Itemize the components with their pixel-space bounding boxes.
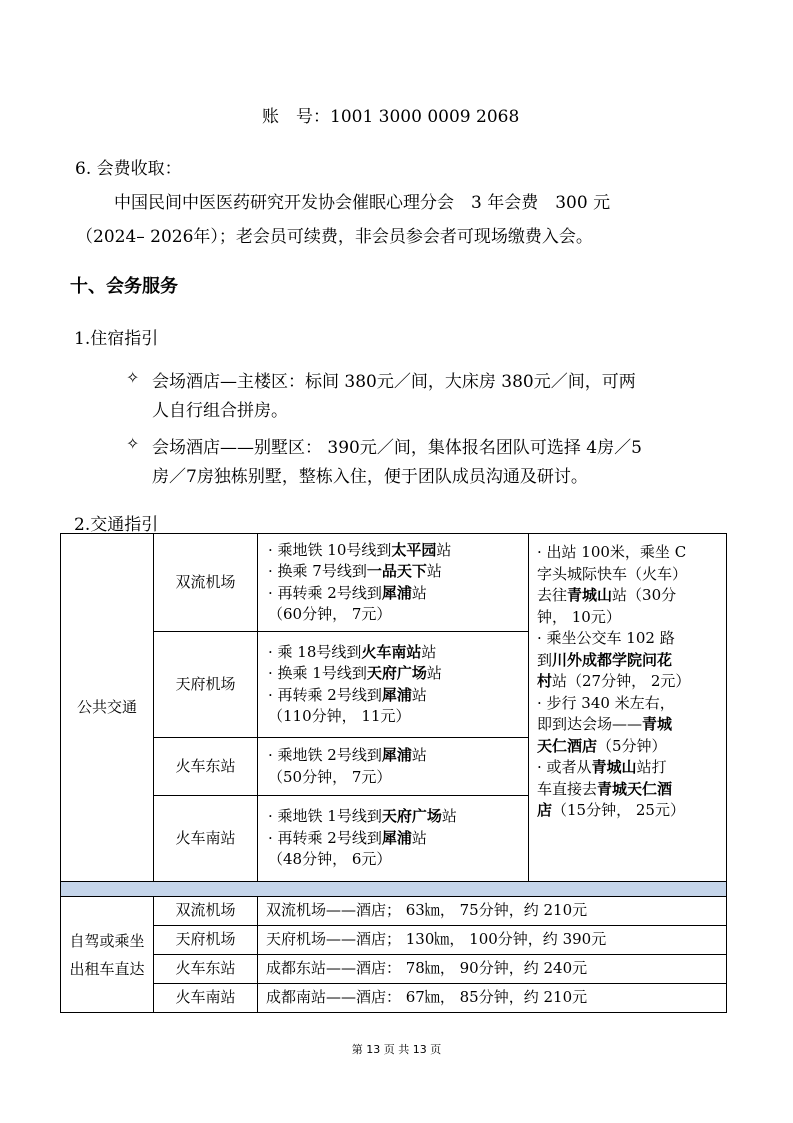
lodging-item-1-line-1: 会场酒店—主楼区：标间 380元／间，大床房 380元／间，可两 — [152, 372, 636, 392]
table-row — [61, 955, 727, 984]
onward-route-line — [537, 585, 720, 607]
table-row — [61, 926, 727, 955]
station-name: 犀浦 — [381, 746, 412, 764]
station-name: 村 — [537, 672, 553, 690]
table-row — [61, 897, 727, 926]
route-text: · 乘 18号线到 — [268, 642, 362, 661]
route-line — [268, 849, 528, 871]
route-text: · 乘坐公交车 102 路 — [537, 629, 675, 647]
transport-heading: 2.交通指引 — [74, 515, 159, 535]
separator-cell — [61, 882, 727, 897]
station-name: 青城山 — [591, 758, 637, 776]
route-line — [268, 604, 528, 626]
route-line — [268, 828, 528, 850]
drive-label: 自驾或乘坐出租车直达 — [61, 897, 154, 1013]
station-name: 青城山 — [567, 586, 613, 604]
station-name: 天府广场 — [381, 807, 442, 826]
account-line — [262, 102, 519, 127]
route-text: · 步行 340 米左右， — [537, 693, 675, 712]
route-text: 站 — [426, 562, 442, 580]
station-name: 太平园 — [391, 540, 437, 559]
fee-line-1: 中国民间中医医药研究开发协会催眠心理分会 3 年会费 300 元 — [114, 193, 611, 213]
station-name: 犀浦 — [381, 828, 412, 847]
diamond-bullet-icon: ✧ — [126, 368, 140, 387]
origin-cell: 天府机场 — [154, 632, 258, 738]
onward-route-line — [537, 628, 720, 650]
route-line — [268, 642, 528, 664]
drive-cell: 双流机场——酒店； 63㎞， 75分钟，约 210元 — [258, 897, 727, 926]
route-text: · 再转乘 2号线到 — [268, 685, 382, 704]
page-footer: 第 13 页 共 13 页 — [351, 1043, 442, 1056]
route-line — [268, 806, 528, 828]
onward-route-line — [537, 800, 720, 822]
route-text: · 再转乘 2号线到 — [268, 583, 382, 602]
route-text: · 换乘 7号线到 — [268, 562, 367, 580]
onward-route-line — [537, 650, 720, 672]
lodging-item-2-line-2: 房／7房独栋别墅，整栋入住，便于团队成员沟通及研讨。 — [152, 467, 588, 487]
onward-route-line — [537, 714, 720, 736]
route-text: 车直接去 — [537, 779, 598, 798]
route-line — [268, 583, 528, 605]
route-text: · 乘地铁 1号线到 — [268, 807, 382, 826]
origin-cell: 火车东站 — [154, 738, 258, 796]
table-row — [61, 984, 727, 1013]
route-text: （48分钟， 6元） — [268, 850, 392, 869]
route-text: 即到达会场—— — [537, 715, 643, 733]
route-line — [268, 663, 528, 685]
onward-route-line — [537, 779, 720, 801]
separator-row — [61, 882, 727, 897]
onward-route-line — [537, 607, 720, 629]
route-text: 站（30分 — [612, 586, 677, 604]
route-text: 站 — [411, 828, 427, 847]
route-text: 站（27分钟， 2元） — [552, 672, 691, 690]
lodging-heading: 1.住宿指引 — [74, 329, 159, 349]
route-line — [268, 745, 528, 767]
onward-route-line — [537, 757, 720, 779]
origin-cell: 双流机场 — [154, 534, 258, 632]
onward-route-line — [537, 671, 720, 693]
route-text: 钟， 10元） — [537, 607, 621, 626]
origin-cell: 火车南站 — [154, 796, 258, 882]
fee-heading: 6. 会费收取： — [75, 159, 182, 179]
route-text: （15分钟， 25元） — [552, 801, 685, 819]
route-text: · 乘地铁 2号线到 — [268, 746, 382, 764]
station-name: 犀浦 — [381, 685, 412, 704]
account-number: 1001 3000 0009 2068 — [330, 107, 520, 127]
route-text: 站 — [436, 540, 452, 559]
route-line — [268, 561, 528, 583]
origin-cell: 双流机场 — [154, 897, 258, 926]
origin-cell: 天府机场 — [154, 926, 258, 955]
route-cell — [258, 534, 529, 632]
route-text: · 再转乘 2号线到 — [268, 828, 382, 847]
route-cell — [258, 632, 529, 738]
station-name: 火车南站 — [361, 642, 422, 661]
onward-route-line — [537, 542, 720, 564]
onward-route-cell — [529, 534, 727, 882]
origin-cell: 火车南站 — [154, 984, 258, 1013]
route-text: 站打 — [636, 758, 667, 776]
station-name: 犀浦 — [381, 583, 412, 602]
transport-table — [60, 533, 727, 1013]
route-line — [268, 685, 528, 707]
route-text: 到 — [537, 650, 553, 669]
lodging-item-2-line-1: 会场酒店——别墅区： 390元／间，集体报名团队可选择 4房／5 — [152, 438, 642, 458]
station-name: 天府广场 — [366, 664, 427, 682]
onward-route-line — [537, 736, 720, 758]
route-text: （110分钟， 11元） — [268, 707, 411, 725]
onward-route-line — [537, 564, 720, 586]
route-line — [268, 706, 528, 728]
route-text: （50分钟， 7元） — [268, 767, 392, 786]
route-text: 去往 — [537, 586, 568, 604]
onward-route-line — [537, 693, 720, 715]
route-cell — [258, 796, 529, 882]
route-text: 站 — [441, 807, 457, 826]
account-label: 账 号： — [262, 107, 330, 127]
drive-cell: 成都东站——酒店： 78㎞， 90分钟，约 240元 — [258, 955, 727, 984]
lodging-item-1-line-2: 人自行组合拼房。 — [152, 401, 288, 421]
route-text: · 换乘 1号线到 — [268, 664, 367, 682]
station-name: 青城天仁酒 — [597, 779, 673, 798]
origin-cell: 火车东站 — [154, 955, 258, 984]
fee-line-2: （2024– 2026年）；老会员可续费，非会员参会者可现场缴费入会。 — [76, 227, 593, 247]
route-text: · 或者从 — [537, 758, 592, 776]
station-name: 店 — [537, 801, 553, 819]
drive-cell: 天府机场——酒店； 130㎞， 100分钟，约 390元 — [258, 926, 727, 955]
route-cell — [258, 738, 529, 796]
station-name: 一品天下 — [366, 562, 427, 580]
route-text: （5分钟） — [597, 736, 667, 755]
route-text: · 出站 100米，乘坐 C — [537, 543, 687, 561]
table-row — [61, 534, 727, 632]
drive-cell: 成都南站——酒店： 67㎞， 85分钟，约 210元 — [258, 984, 727, 1013]
route-text: （60分钟， 7元） — [268, 605, 392, 623]
route-text: 站 — [411, 746, 427, 764]
route-text: 站 — [411, 583, 427, 602]
route-line — [268, 767, 528, 789]
route-text: 站 — [426, 664, 442, 682]
route-text: 站 — [411, 685, 427, 704]
diamond-bullet-icon: ✧ — [126, 434, 140, 453]
route-text: 站 — [421, 642, 437, 661]
route-text: 字头城际快车（火车） — [537, 564, 688, 583]
station-name: 青城 — [642, 715, 673, 733]
section-title: 十、会务服务 — [70, 276, 178, 297]
public-transport-label: 公共交通 — [61, 534, 154, 882]
route-text: · 乘地铁 10号线到 — [268, 540, 392, 559]
route-line — [268, 540, 528, 562]
station-name: 天仁酒店 — [537, 736, 598, 755]
station-name: 川外成都学院问花 — [552, 650, 673, 669]
